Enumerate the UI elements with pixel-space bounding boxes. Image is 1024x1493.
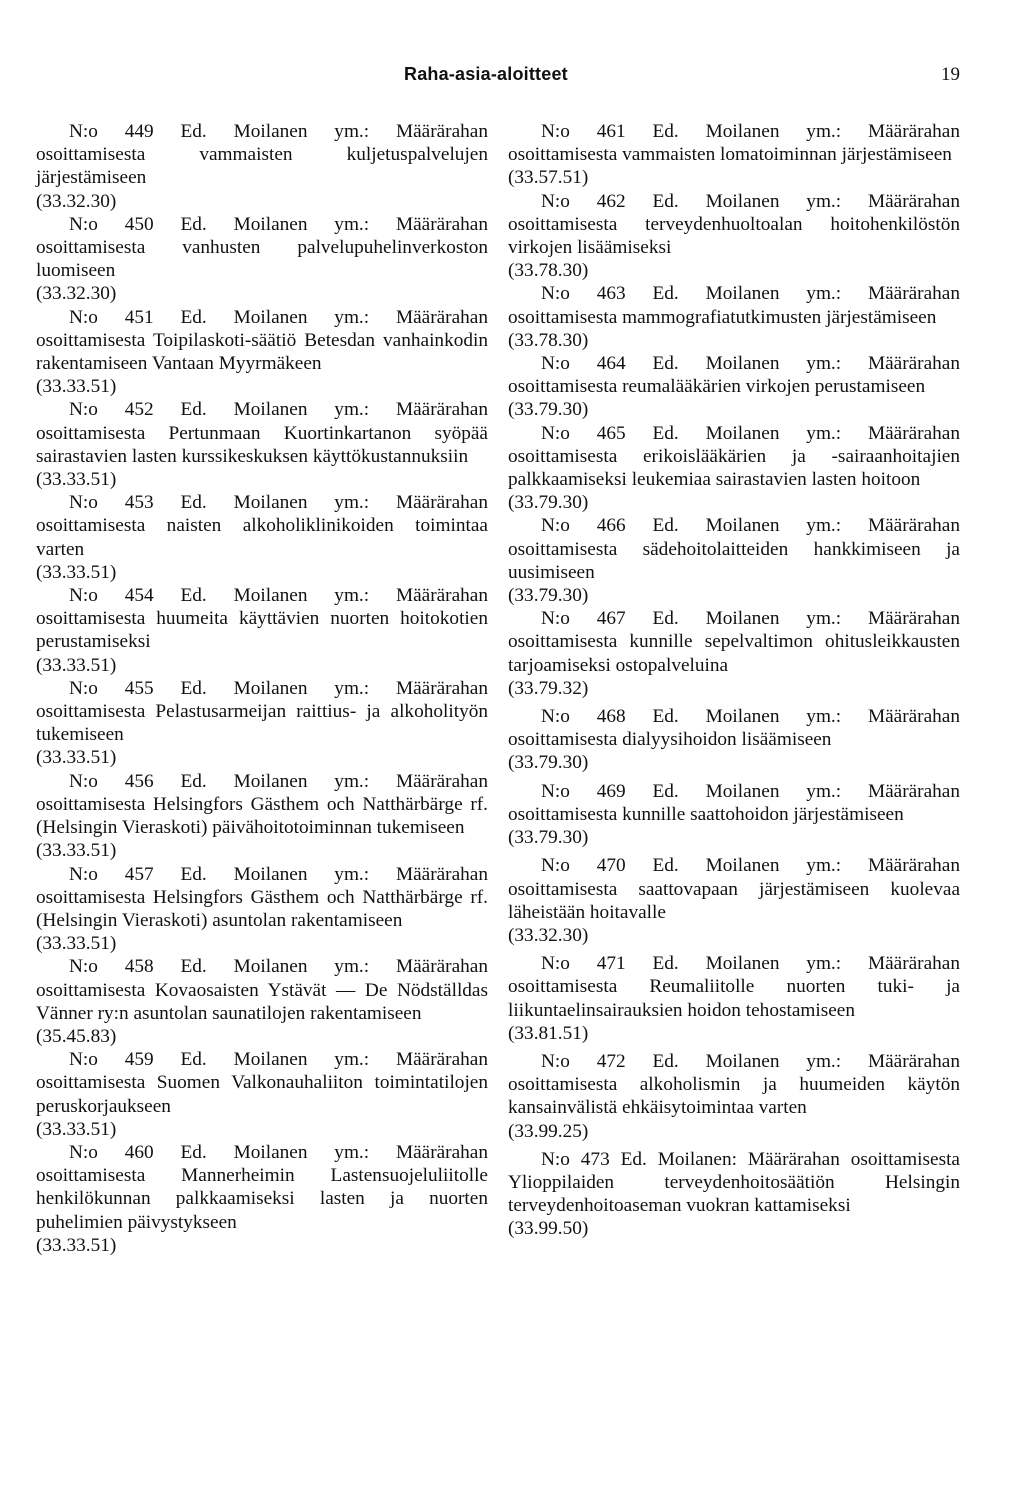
budget-code: (33.99.25) [508, 1120, 589, 1142]
motion-text: N:o 457 Ed. Moilanen ym.: Määrärahan osoittamisesta Helsingfors Gästhem och Natthärbärge rf. (Helsingin Vieraskoti) asuntolan rakentamiseen [36, 863, 488, 931]
motion-text: N:o 450 Ed. Moilanen ym.: Määrärahan osoittamisesta vanhusten palvelupuhelinverkoston luomiseen [36, 213, 488, 282]
budget-code: (33.79.30) [508, 585, 589, 607]
page-number: 19 [941, 64, 960, 85]
motion-text: N:o 451 Ed. Moilanen ym.: Määrärahan osoittamisesta Toipilaskoti-säätiö Betesdan vanhainkodin rakentamiseen Vantaan Myyrmäkeen [36, 306, 488, 375]
budget-code: (33.78.30) [508, 329, 589, 351]
motion-entry [36, 120, 488, 213]
motion-entry [508, 1050, 960, 1143]
budget-code: (33.33.51) [36, 469, 117, 491]
motion-text: N:o 466 Ed. Moilanen ym.: Määrärahan osoittamisesta sädehoitolaitteiden hankkimiseen ja uusimiseen [508, 515, 960, 583]
budget-code: (33.33.51) [36, 1234, 117, 1256]
motion-text: N:o 468 Ed. Moilanen ym.: Määrärahan osoittamisesta dialyysihoidon lisäämiseen [508, 706, 960, 751]
motion-text: N:o 463 Ed. Moilanen ym.: Määrärahan osoittamisesta mammografiatutkimusten järjestämiseen [508, 283, 960, 328]
motion-entry [508, 422, 960, 515]
budget-code: (33.33.51) [36, 561, 117, 583]
budget-code: (33.33.51) [36, 747, 117, 769]
motion-entry [36, 677, 488, 770]
motion-text: N:o 458 Ed. Moilanen ym.: Määrärahan osoittamisesta Kovaosaisten Ystävät — De Nödställdas Vänner ry:n asuntolan saunatilojen rakentamiseen [36, 956, 488, 1024]
motion-entry [36, 584, 488, 677]
budget-code: (33.79.32) [508, 677, 589, 699]
motion-entry [508, 120, 960, 190]
motion-entry [36, 955, 488, 1048]
motion-entry [36, 1141, 488, 1257]
budget-code: (33.32.30) [36, 283, 117, 305]
budget-code: (33.79.30) [508, 492, 589, 514]
budget-code: (33.32.30) [508, 924, 589, 946]
budget-code: (33.33.51) [36, 654, 117, 676]
motion-entry [36, 770, 488, 863]
budget-code: (33.33.51) [36, 376, 117, 398]
motion-entry [36, 306, 488, 399]
motion-text: N:o 469 Ed. Moilanen ym.: Määrärahan osoittamisesta kunnille saattohoidon järjestämiseen [508, 780, 960, 825]
motion-text: N:o 461 Ed. Moilanen ym.: Määrärahan osoittamisesta vammaisten lomatoiminnan järjestämiseen [508, 121, 960, 166]
motion-text: N:o 452 Ed. Moilanen ym.: Määrärahan osoittamisesta Pertunmaan Kuortinkartanon syöpää sairastavien lasten kurssikeskuksen käyttökustannuksiin [36, 399, 488, 467]
budget-code: (33.78.30) [508, 260, 589, 282]
budget-code: (33.81.51) [508, 1022, 589, 1044]
motion-entry [508, 190, 960, 283]
motion-text: N:o 454 Ed. Moilanen ym.: Määrärahan osoittamisesta huumeita käyttävien nuorten hoitokotien perustamiseksi [36, 585, 488, 653]
motion-entry [508, 1148, 960, 1241]
motion-entry [508, 854, 960, 947]
motion-entry [508, 780, 960, 850]
motion-text: N:o 462 Ed. Moilanen ym.: Määrärahan osoittamisesta terveydenhuoltoalan hoitohenkilöstön virkojen lisäämiseksi [508, 190, 960, 259]
motion-entry [508, 352, 960, 422]
left-column [36, 120, 488, 1257]
budget-code: (33.33.51) [36, 1118, 117, 1140]
motion-text: N:o 470 Ed. Moilanen ym.: Määrärahan osoittamisesta saattovapaan järjestämiseen kuolevaa läheistään hoitavalle [508, 855, 960, 923]
motion-text: N:o 465 Ed. Moilanen ym.: Määrärahan osoittamisesta erikoislääkärien ja -sairaanhoitajien palkkaamiseksi leukemiaa sairastavien lasten hoitoon [508, 422, 960, 491]
motion-entry [508, 952, 960, 1045]
budget-code: (35.45.83) [36, 1025, 117, 1047]
motion-entry [36, 491, 488, 584]
motion-text: N:o 449 Ed. Moilanen ym.: Määrärahan osoittamisesta vammaisten kuljetuspalvelujen järjestämiseen [36, 121, 488, 189]
budget-code: (33.32.30) [36, 190, 117, 212]
motion-text: N:o 453 Ed. Moilanen ym.: Määrärahan osoittamisesta naisten alkoholiklinikoiden toimintaa varten [36, 492, 488, 560]
budget-code: (33.57.51) [508, 167, 589, 189]
motion-text: N:o 459 Ed. Moilanen ym.: Määrärahan osoittamisesta Suomen Valkonauhaliiton toimintatilojen peruskorjaukseen [36, 1049, 488, 1117]
motion-entry [508, 282, 960, 352]
motion-text: N:o 467 Ed. Moilanen ym.: Määrärahan osoittamisesta kunnille sepelvaltimon ohitusleikkausten tarjoamiseksi ostopalveluina [508, 608, 960, 676]
motion-entry [36, 213, 488, 306]
motion-entry [508, 607, 960, 700]
budget-code: (33.79.30) [508, 827, 589, 849]
motion-text: N:o 472 Ed. Moilanen ym.: Määrärahan osoittamisesta alkoholismin ja huumeiden käytön kansainvälistä ehkäisytoimintaa varten [508, 1050, 960, 1119]
motion-text: N:o 464 Ed. Moilanen ym.: Määrärahan osoittamisesta reumalääkärien virkojen perustamiseen [508, 353, 960, 398]
motion-entry [508, 514, 960, 607]
motion-entry [36, 398, 488, 491]
right-column [508, 120, 960, 1241]
motion-entry [508, 705, 960, 775]
motion-text: N:o 473 Ed. Moilanen: Määrärahan osoittamisesta Ylioppilaiden terveydenhoitosäätiön Helsingin terveydenhoitoaseman vuokran kattamiseksi [508, 1148, 960, 1217]
motion-entry [36, 1048, 488, 1141]
motion-text: N:o 460 Ed. Moilanen ym.: Määrärahan osoittamisesta Mannerheimin Lastensuojeluliitolle henkilökunnan palkkaamiseksi lasten ja nuorten puhelimien päivystykseen [36, 1141, 488, 1233]
budget-code: (33.79.30) [508, 752, 589, 774]
motion-entry [36, 863, 488, 956]
budget-code: (33.33.51) [36, 933, 117, 955]
budget-code: (33.33.51) [36, 840, 117, 862]
motion-text: N:o 456 Ed. Moilanen ym.: Määrärahan osoittamisesta Helsingfors Gästhem och Natthärbärge rf. (Helsingin Vieraskoti) päivähoitotoiminnan tukemiseen [36, 770, 488, 839]
running-title: Raha-asia-aloitteet [404, 64, 568, 84]
budget-code: (33.99.50) [508, 1218, 589, 1240]
page-header [0, 60, 1024, 90]
motion-text: N:o 471 Ed. Moilanen ym.: Määrärahan osoittamisesta Reumaliitolle nuorten tuki- ja liikuntaelinsairauksien hoidon tehostamiseen [508, 953, 960, 1021]
motion-text: N:o 455 Ed. Moilanen ym.: Määrärahan osoittamisesta Pelastusarmeijan raittius- ja alkoholityön tukemiseen [36, 677, 488, 746]
budget-code: (33.79.30) [508, 399, 589, 421]
